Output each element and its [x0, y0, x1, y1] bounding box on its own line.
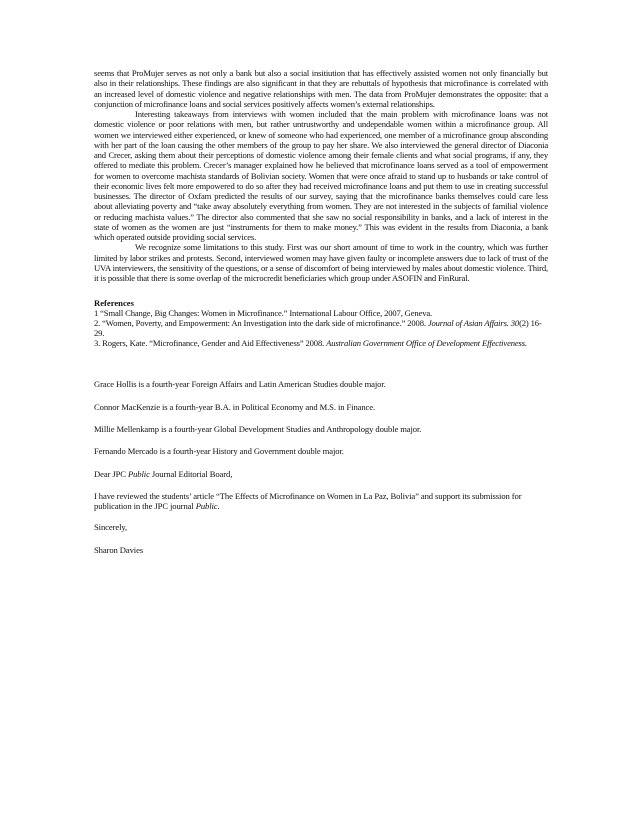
letter-salutation: Dear JPC Public Journal Editorial Board, — [94, 468, 233, 479]
author-bio: Fernando Mercado is a fourth-year History and Government double major. — [94, 446, 344, 457]
article-body — [94, 68, 548, 283]
letter-signature: Sharon Davies — [94, 544, 144, 555]
reference-3-source: Australian Government Office of Development Effectiveness. — [326, 338, 527, 349]
letter-body: I have reviewed the students’ article “The Effects of Microfinance on Women in La Paz, Bolivia” and support its submission for publication in the JPC journal Public. — [94, 491, 522, 512]
letter-closing: Sincerely, — [94, 522, 128, 533]
author-bio: Grace Hollis is a fourth-year Foreign Affairs and Latin American Studies double major. — [94, 379, 386, 390]
reference-item-2: 2. “Women, Poverty, and Empowerment: An Investigation into the dark side of microfinance.” 2008. Journal of Asian Affairs. 30(2) 16-29. — [94, 318, 542, 339]
references-heading: References — [94, 298, 134, 309]
article-paragraph-2: Interesting takeaways from interviews with women included that the main problem with microfinance loans was not domestic violence or poor relations with men, but rather untrustworthy and undependable women within a microfinance group. All women we interviewed either experienced, or knew of someone who had experienced, one member of a microfinance group absconding with her part of the loan causing the other members of the group to pay her share. We also interviewed the general director of Diaconia and Crecer, asking them about their perceptions of domestic violence among their female clients and what social programs, if any, they offered to mediate this problem. Crecer’s manager explained how he believed that microfinance loans served as a tool of empowerment for women to overcome machista standards of Bolivian society. Women that were once afraid to stand up to husbands or take control of their economic lives felt more empowered to do so after they had received microfinance loans and put them to use in creating successful businesses. The director of Oxfam predicted the results of our survey, saying that the microfinance banks themselves could care less about alleviating poverty and “take away absolutely everything from women. They are not interested in the subjects of familial violence or reducing machista values.” The director also commented that she saw no social responsibility in banks, and a lack of interest in the state of women as the women are just “instruments for them to make money.” This was evident in the results from Diaconia, a bank which operated outside providing social services. — [94, 109, 548, 242]
author-bio: Millie Mellenkamp is a fourth-year Global Development Studies and Anthropology double major. — [94, 424, 422, 435]
author-bio: Connor MacKenzie is a fourth-year B.A. in Political Economy and M.S. in Finance. — [94, 401, 376, 412]
references-section — [94, 298, 548, 348]
article-paragraph-3: We recognize some limitations to this study. First was our short amount of time to work in the country, which was further limited by labor strikes and protests. Second, interviewed women may have given faulty or incomplete answers due to lack of trust of the UVA interviewers, the sensitivity of the questions, or a sense of discomfort of being interviewed by males about domestic violence. Third, it is possible that there is some overlap of the microcredit beneficiaries which group under ASOFIN and FinRural. — [94, 242, 548, 283]
reference-item-3: 3. Rogers, Kate. “Microfinance, Gender and Aid Effectiveness” 2008. Australian Government Office of Development Effectiveness. — [94, 338, 527, 349]
article-paragraph-1: seems that ProMujer serves as not only a bank but also a social insitiution that has effectively assisted women not only financially but also in their relationships. These findings are also significant in that they are rebuttals of hypothesis that microfinance is correlated with an increased level of domestic violence and negative relationships with men. The data from ProMujer demonstrates the opposite: that a conjunction of microfinance loans and social services positively affects women’s external relationships. — [94, 68, 548, 109]
author-bios — [94, 379, 548, 456]
reference-item-1: 1 “Small Change, Big Changes: Women in Microfinance.” International Labour Office, 2007, Geneva. — [94, 308, 433, 319]
endorsement-letter — [94, 469, 548, 555]
reference-2-journal: Journal of Asian Affairs. 30 — [427, 318, 520, 329]
document-page — [94, 68, 548, 567]
